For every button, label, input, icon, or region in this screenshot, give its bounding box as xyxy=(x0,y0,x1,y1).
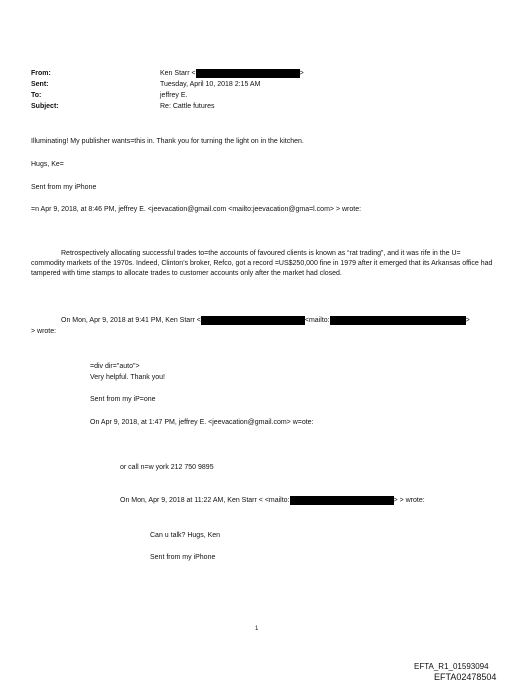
body-line-4: =n Apr 9, 2018, at 8:46 PM, jeffrey E. <jeevacation@gmail.com <mailto:jeevacation@gma=l.com> > wrote: xyxy=(31,206,362,213)
body-line-1: Illuminating! My publisher wants=this in. Thank you for turning the light on in the kitchen. xyxy=(31,138,304,145)
subject-label: Subject: xyxy=(31,103,59,110)
very-helpful: Very helpful. Thank you! xyxy=(90,374,165,381)
bates-number-1: EFTA_R1_01593094 xyxy=(414,662,489,671)
div-line: =div dir="auto"> xyxy=(90,363,140,370)
quote-2-header: On Apr 9, 2018, at 1:47 PM, jeffrey E. <jeevacation@gmail.com> w=ote: xyxy=(90,419,314,426)
to-value: jeffrey E. xyxy=(160,92,188,99)
subject-value: Re: Cattle futures xyxy=(160,103,215,110)
redaction-box xyxy=(201,316,305,325)
sent-from-ip: Sent from my iP=one xyxy=(90,396,156,403)
from-suffix: > xyxy=(299,70,304,77)
quote-3-header xyxy=(120,496,425,505)
body-line-2: Hugs, Ke= xyxy=(31,161,64,168)
can-you-talk: Can u talk? Hugs, Ken xyxy=(150,532,221,539)
quote-1-mailto: <mailto: xyxy=(304,317,330,324)
quote-1-suffix: > xyxy=(465,317,470,324)
bates-number-2: EFTA02478504 xyxy=(434,672,497,682)
redaction-box xyxy=(330,316,466,325)
quote-1-prefix: On Mon, Apr 9, 2018 at 9:41 PM, Ken Starr < xyxy=(61,317,201,324)
sent-label: Sent: xyxy=(31,81,49,88)
quote-1-wrote: > wrote: xyxy=(31,328,57,335)
redaction-box xyxy=(196,69,300,78)
from-value xyxy=(160,69,304,78)
quoted-paragraph: Retrospectively allocating successful trades to=the accounts of favoured clients is known as “rat trading”, and it was rife in the U= commodity markets of the 1970s. Indeed, Clinton’s broker, Refco, got a record =US$250,000 fine in 1979 after it emerged that its Arkansas office had tampered with time stamps to allocate trades to customer accounts only after the market had closed. xyxy=(31,250,493,277)
quote-3-prefix: On Mon, Apr 9, 2018 at 11:22 AM, Ken Starr < <mailto: xyxy=(120,497,290,504)
to-label: To: xyxy=(31,92,42,99)
sent-value: Tuesday, April 10, 2018 2:15 AM xyxy=(160,81,261,88)
quote-3-suffix: > > wrote: xyxy=(393,497,425,504)
call-line: or call n=w york 212 750 9895 xyxy=(120,464,214,471)
sent-from-iphone: Sent from my iPhone xyxy=(150,554,216,561)
quote-1-header xyxy=(61,316,470,325)
from-label: From: xyxy=(31,70,51,77)
page-number: 1 xyxy=(255,626,259,632)
from-prefix: Ken Starr < xyxy=(160,70,196,77)
body-line-3: Sent from my iPhone xyxy=(31,184,97,191)
redaction-box xyxy=(290,496,394,505)
